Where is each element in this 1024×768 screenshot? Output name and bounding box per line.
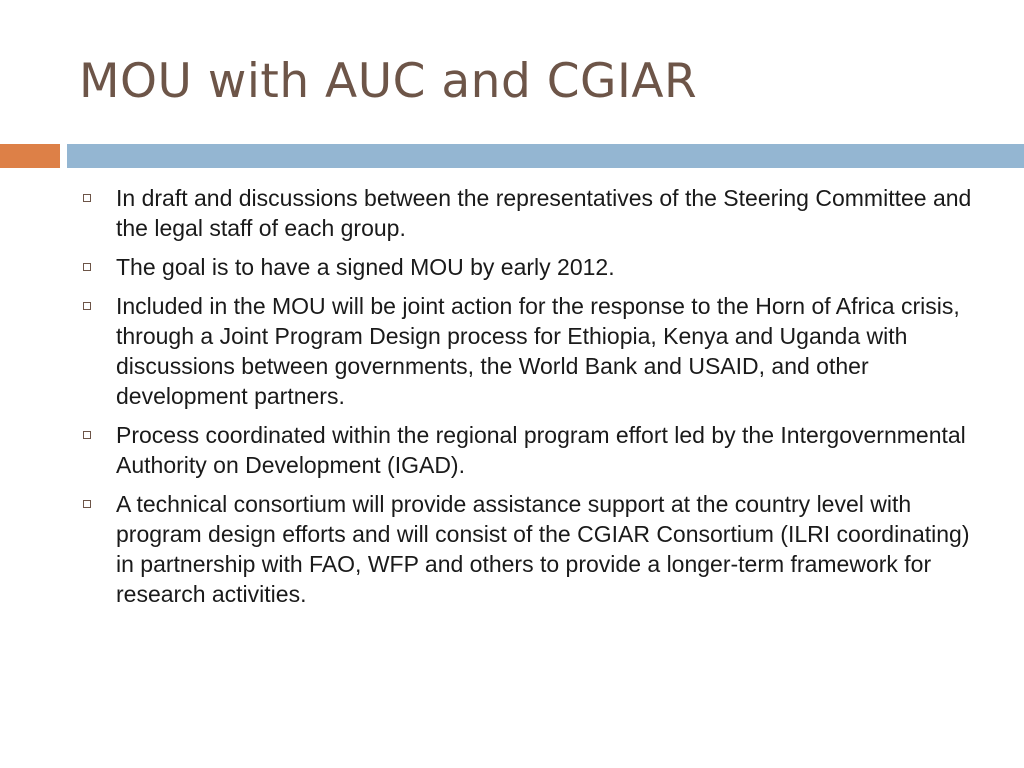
bullet-text: In draft and discussions between the representatives of the Steering Committee and the legal staff of each group. bbox=[116, 185, 972, 241]
bullet-item bbox=[80, 420, 980, 480]
bullet-text: Process coordinated within the regional program effort led by the Intergovernmental Authority on Development (IGAD). bbox=[116, 422, 966, 478]
hollow-square-bullet-icon bbox=[83, 500, 91, 508]
hollow-square-bullet-icon bbox=[83, 302, 91, 310]
bullet-text: Included in the MOU will be joint action for the response to the Horn of Africa crisis, through a Joint Program Design process for Ethiopia, Kenya and Uganda with discussions between governments, the World Bank and USAID, and other development partners. bbox=[116, 293, 960, 409]
bullet-text: A technical consortium will provide assistance support at the country level with program design efforts and will consist of the CGIAR Consortium (ILRI coordinating) in partnership with FAO, WFP and others to provide a longer-term framework for research activities. bbox=[116, 491, 970, 607]
title-rule-bar bbox=[67, 144, 1024, 168]
bullet-text: The goal is to have a signed MOU by early 2012. bbox=[116, 254, 615, 280]
bullet-item bbox=[80, 183, 980, 243]
hollow-square-bullet-icon bbox=[83, 431, 91, 439]
accent-bar bbox=[0, 144, 60, 168]
hollow-square-bullet-icon bbox=[83, 263, 91, 271]
bullet-item bbox=[80, 489, 980, 609]
bullet-item bbox=[80, 291, 980, 411]
bullet-list bbox=[80, 183, 980, 618]
slide-title: MOU with AUC and CGIAR bbox=[79, 54, 698, 109]
hollow-square-bullet-icon bbox=[83, 194, 91, 202]
bullet-item bbox=[80, 252, 980, 282]
